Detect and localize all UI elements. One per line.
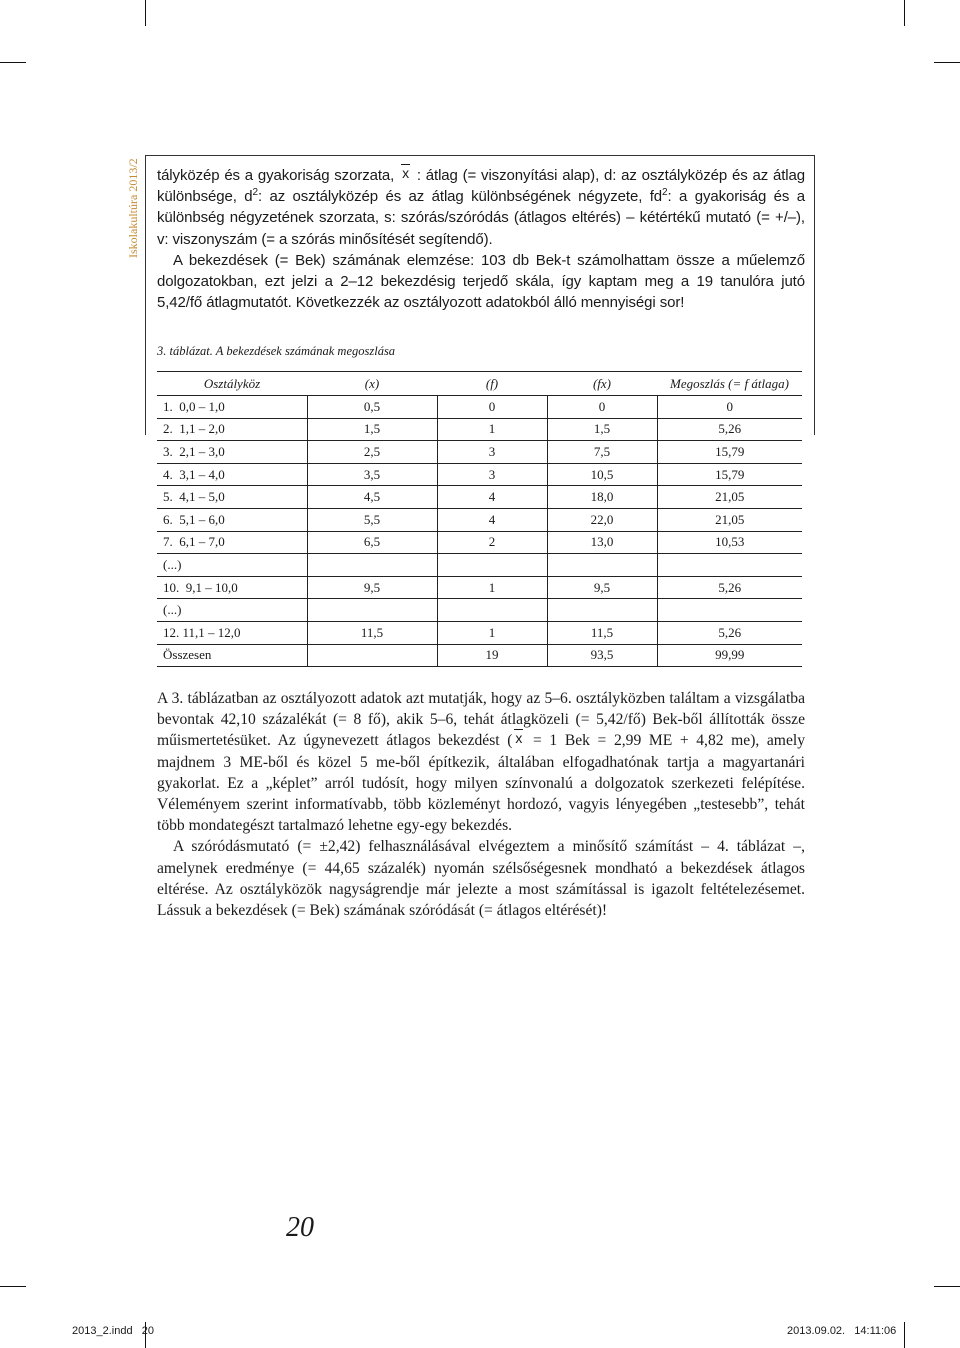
table-cell: 12. 11,1 – 12,0 <box>157 621 307 644</box>
table-cell: 22,0 <box>547 508 657 531</box>
table-cell <box>307 644 437 667</box>
table-cell: 6,5 <box>307 531 437 554</box>
superscript: 2 <box>662 187 668 199</box>
table-cell <box>437 554 547 577</box>
table-row <box>157 441 802 464</box>
crop-mark <box>904 1322 905 1348</box>
table-cell <box>657 599 802 622</box>
column-header: (fx) <box>547 372 657 396</box>
journal-side-label: Iskolakultúra 2013/2 <box>126 158 140 258</box>
table-cell <box>437 599 547 622</box>
table-cell: 2,5 <box>307 441 437 464</box>
crop-mark <box>934 62 960 63</box>
table-cell: 21,05 <box>657 486 802 509</box>
table-cell <box>307 599 437 622</box>
table-cell: 0 <box>657 396 802 419</box>
table-cell: 1,5 <box>547 418 657 441</box>
table-header-row <box>157 372 802 396</box>
table-cell: 3. 2,1 – 3,0 <box>157 441 307 464</box>
text-span: = 1 Bek = 2,99 ME + 4,82 me), amely majdnem 3 ME-ből és közel 5 me-ből építkezik, általában elfogadhatónak tartja a magyartanári gyakorlat. Ez a „képlet” arról tudósít, hogy milyen színvonalú a dolgozatok szerkezeti felépítése. Véleményem szerint informatívabb, több közleményt hordozó, vagyis lényegében „testesebb”, tehát több mondategészt tartalmazó lehetne egy-egy bekezdés. <box>157 732 805 835</box>
crop-mark <box>934 1286 960 1287</box>
table-row <box>157 486 802 509</box>
table-cell: 3 <box>437 463 547 486</box>
table-row <box>157 576 802 599</box>
x-bar-symbol: x <box>512 731 525 745</box>
crop-mark <box>145 0 146 26</box>
table-cell: 3 <box>437 441 547 464</box>
table-cell: 15,79 <box>657 463 802 486</box>
table-cell <box>547 599 657 622</box>
table-cell: 5,5 <box>307 508 437 531</box>
top-paragraph <box>157 165 805 313</box>
frame-line <box>145 155 146 435</box>
table-cell: 4 <box>437 486 547 509</box>
table-row <box>157 599 802 622</box>
table-cell: 13,0 <box>547 531 657 554</box>
crop-mark <box>0 62 26 63</box>
page-number: 20 <box>286 1212 314 1243</box>
table-cell: 4. 3,1 – 4,0 <box>157 463 307 486</box>
table-cell: 0 <box>547 396 657 419</box>
table-row <box>157 621 802 644</box>
table-cell: 11,5 <box>307 621 437 644</box>
footer-file-info: 2013_2.indd 20 <box>72 1325 154 1337</box>
column-header: Osztályköz <box>157 372 307 396</box>
table-row <box>157 554 802 577</box>
table-cell: 6. 5,1 – 6,0 <box>157 508 307 531</box>
text-span: : a gyakoriság és a különbség négyzetének szorzata, s: szórás/szóródás (átlagos eltérés) – kétértékű mutató (= +/–), v: viszonyszám (= a szórás minősítését segítendő). <box>157 188 805 248</box>
text-span: A 3. táblázatban az osztályozott adatok azt mutatják, hogy az 5–6. osztályközben találtam a vizsgálatba bevontak 42,10 százalékát (= 8 fő), akik 5–6, tehát átlagközeli (= 5,42/fő) Bek-ből állították össze műismertetésüket. Az úgynevezett átlagos bekezdést ( <box>157 690 805 750</box>
column-header: Megoszlás (= f átlaga) <box>657 372 802 396</box>
column-header: (f) <box>437 372 547 396</box>
table-cell: 11,5 <box>547 621 657 644</box>
table-cell: 1. 0,0 – 1,0 <box>157 396 307 419</box>
table-cell: 4 <box>437 508 547 531</box>
text-span: : átlag (= viszonyítási alap), d: az osztályközép és az átlag különbsége, d <box>157 167 805 206</box>
table-cell: 10,5 <box>547 463 657 486</box>
text-span: tályközép és a gyakoriság szorzata, <box>157 167 400 184</box>
table-cell: 1 <box>437 576 547 599</box>
table-cell: 5,26 <box>657 576 802 599</box>
table-cell: 1 <box>437 418 547 441</box>
table-cell <box>657 554 802 577</box>
table-cell: 5,26 <box>657 621 802 644</box>
table-caption: 3. táblázat. A bekezdések számának megoszlása <box>157 344 396 358</box>
table-cell: 15,79 <box>657 441 802 464</box>
table-cell: 19 <box>437 644 547 667</box>
table-cell: 0 <box>437 396 547 419</box>
bottom-text <box>157 688 805 921</box>
table-cell: 1 <box>437 621 547 644</box>
crop-mark <box>904 0 905 26</box>
table-row <box>157 508 802 531</box>
paragraph: A szóródásmutató (= ±2,42) felhasználásával elvégeztem a minősítő számítást – 4. táblázat –, amelynek eredménye (= 44,65 százalék) nyomán szélsőségesnek mondható a bekezdések átlagos eltérése. Az osztályközök nagyságrendje már jelezte a most számítással is igazolt feltételezésemet. Lássuk a bekezdések (= Bek) számának szóródását (= átlagos eltérését)! <box>157 838 805 920</box>
table-cell <box>547 554 657 577</box>
table-cell: 7. 6,1 – 7,0 <box>157 531 307 554</box>
table-row <box>157 644 802 667</box>
table-cell: 10. 9,1 – 10,0 <box>157 576 307 599</box>
table-cell <box>307 554 437 577</box>
table-row <box>157 531 802 554</box>
table-cell: 3,5 <box>307 463 437 486</box>
table-cell: (...) <box>157 554 307 577</box>
text-span: : az osztályközép és az átlag különbségének négyzete, fd <box>257 188 663 206</box>
footer-timestamp: 2013.09.02. 14:11:06 <box>787 1325 897 1337</box>
frame-line <box>145 155 815 156</box>
table-row <box>157 396 802 419</box>
table-cell: 93,5 <box>547 644 657 667</box>
table-cell: Összesen <box>157 644 307 667</box>
table-cell: 1,5 <box>307 418 437 441</box>
table-cell: 5. 4,1 – 5,0 <box>157 486 307 509</box>
table-cell: 7,5 <box>547 441 657 464</box>
table-cell: 9,5 <box>307 576 437 599</box>
table-cell: 99,99 <box>657 644 802 667</box>
table-cell: 9,5 <box>547 576 657 599</box>
table-cell: 5,26 <box>657 418 802 441</box>
x-bar-symbol: x <box>399 166 412 180</box>
superscript: 2 <box>252 187 258 199</box>
distribution-table <box>157 371 802 667</box>
table-cell: 21,05 <box>657 508 802 531</box>
crop-mark <box>0 1286 26 1287</box>
table-cell: 4,5 <box>307 486 437 509</box>
table-cell: 2 <box>437 531 547 554</box>
table-cell: 0,5 <box>307 396 437 419</box>
table-row <box>157 463 802 486</box>
table-cell: 2. 1,1 – 2,0 <box>157 418 307 441</box>
column-header: (x) <box>307 372 437 396</box>
paragraph: A bekezdések (= Bek) számának elemzése: 103 db Bek-t számolhattam össze a műelemző dolgozatokban, ezt jelzi a 2–12 bekezdésig terjedő skála, így kaptam meg a 19 tanulóra jutó 5,42/fő átlagmutatót. Következzék az osztályozott adatokból álló mennyiségi sor! <box>157 251 805 312</box>
table-cell: 18,0 <box>547 486 657 509</box>
frame-line <box>814 155 815 435</box>
table-cell: (...) <box>157 599 307 622</box>
table-row <box>157 418 802 441</box>
table-cell: 10,53 <box>657 531 802 554</box>
